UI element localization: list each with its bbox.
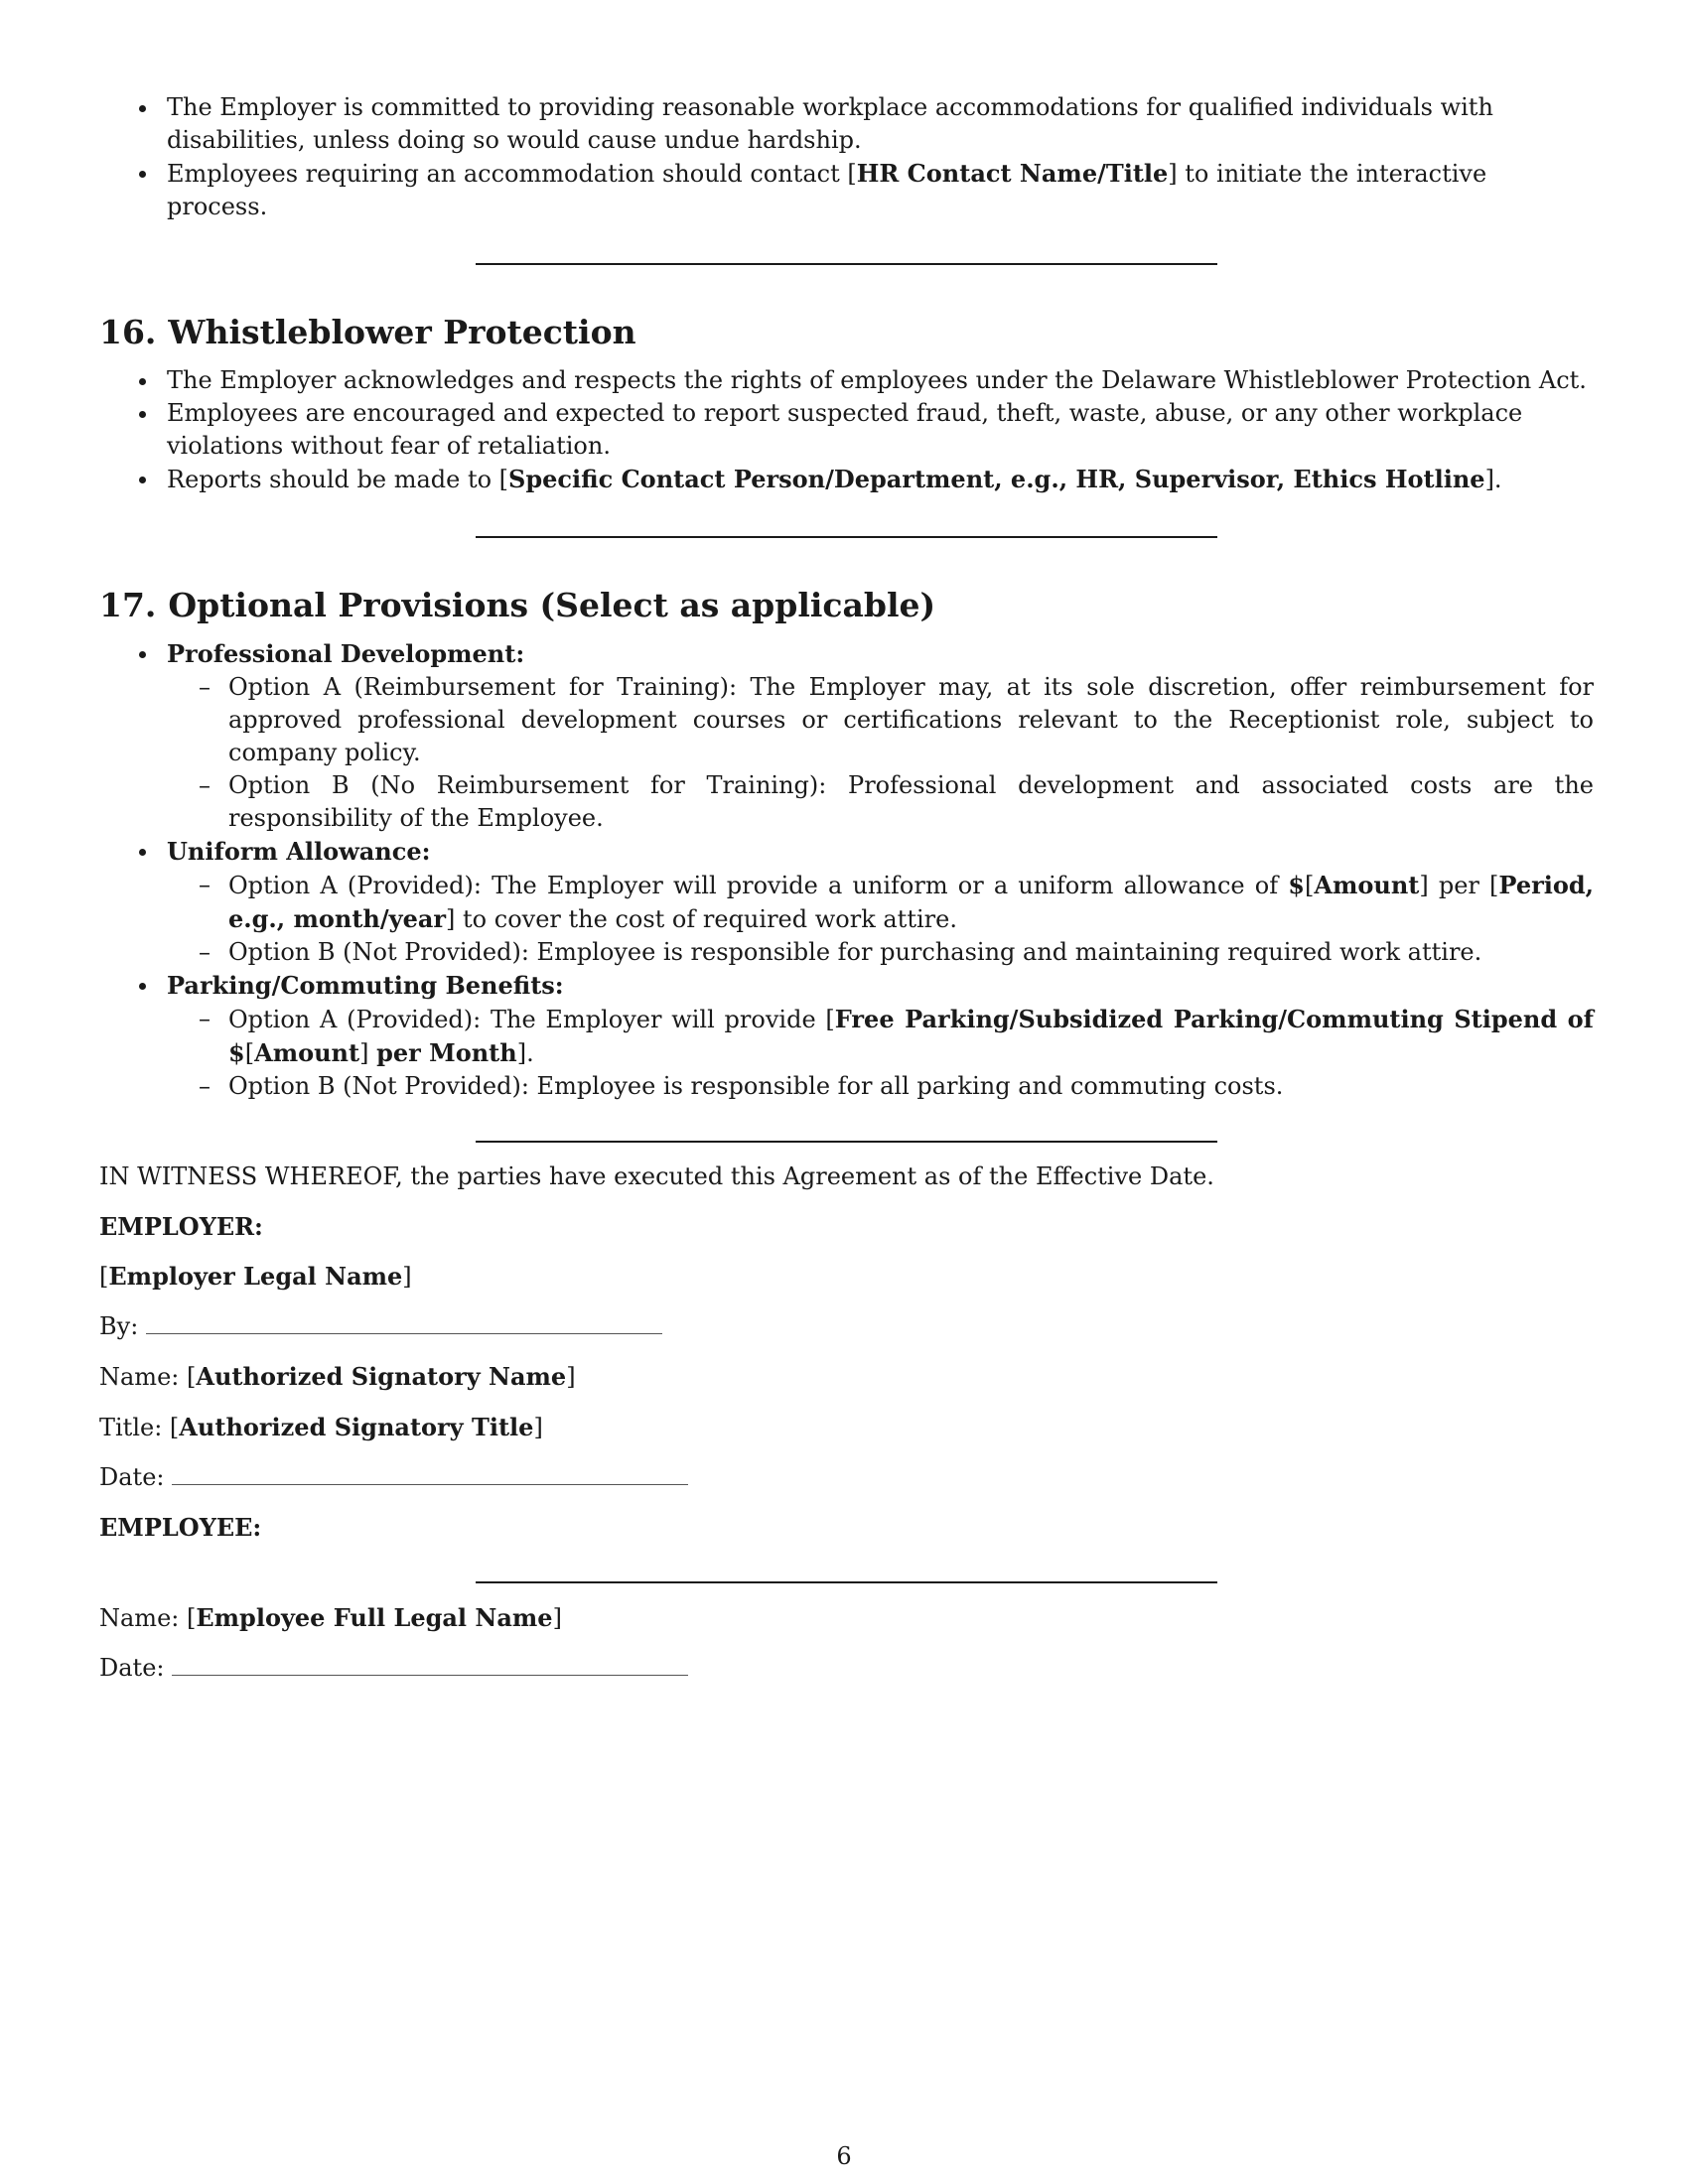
section-17-list — [99, 637, 1594, 1103]
list-item: Employees are encouraged and expected to report suspected fraud, theft, waste, abuse, or any other workplace violations without fear of retaliation. — [99, 397, 1594, 463]
section-16-list — [99, 364, 1594, 496]
employee-date-line: Date: — [99, 1652, 1594, 1685]
option-item: – Option A (Reimbursement for Training): The Employer may, at its sole discretion, offer reimbursement for approved professional development courses or certifications relevant to the Receptionist role, subject to company policy. — [167, 671, 1594, 769]
employee-heading: EMPLOYEE: — [99, 1513, 262, 1542]
list-item — [99, 835, 1594, 969]
parking-commuting-label: Parking/Commuting Benefits: — [167, 971, 564, 1000]
uniform-allowance-label: Uniform Allowance: — [167, 837, 431, 866]
date-line[interactable] — [172, 1464, 688, 1485]
option-item: – Option B (Not Provided): Employee is responsible for all parking and commuting costs. — [167, 1070, 1594, 1103]
employer-date-line: Date: — [99, 1461, 1594, 1494]
employee-name: Name: [Employee Full Legal Name] — [99, 1603, 562, 1632]
placeholder-report-contact: Specific Contact Person/Department, e.g., HR, Supervisor, Ethics Hotline — [508, 465, 1485, 493]
list-item: The Employer acknowledges and respects the rights of employees under the Delaware Whistleblower Protection Act. — [99, 364, 1594, 397]
professional-development-label: Professional Development: — [167, 639, 525, 668]
list-item — [99, 969, 1594, 1103]
signatory-name: Name: [Authorized Signatory Name] — [99, 1362, 576, 1391]
uniform-allowance-options — [167, 869, 1594, 969]
signatory-title: Title: [Authorized Signatory Title] — [99, 1413, 543, 1441]
signature-block — [99, 1160, 1594, 1685]
signature-line[interactable] — [146, 1313, 662, 1334]
option-item: – Option B (No Reimbursement for Training): Professional development and associated costs are the responsibility of the Employee. — [167, 769, 1594, 835]
professional-development-options — [167, 671, 1594, 835]
list-item: Employees requiring an accommodation should contact [HR Contact Name/Title] to initiate the interactive process. — [99, 157, 1594, 223]
option-item: – Option A (Provided): The Employer will provide [Free Parking/Subsidized Parking/Commuting Stipend of $[Amount] per Month]. — [167, 1003, 1594, 1070]
date-line[interactable] — [172, 1655, 688, 1676]
option-item: – Option B (Not Provided): Employee is responsible for purchasing and maintaining required work attire. — [167, 936, 1594, 969]
employer-by-line: By: — [99, 1310, 1594, 1343]
section-16-heading: 16. Whistleblower Protection — [99, 313, 636, 351]
section-17-heading: 17. Optional Provisions (Select as applicable) — [99, 586, 936, 624]
option-item: – Option A (Provided): The Employer will provide a uniform or a uniform allowance of $[Amount] per [Period, e.g., month/year] to cover the cost of required work attire. — [167, 869, 1594, 936]
page-number: 6 — [836, 2142, 852, 2170]
employer-name: [Employer Legal Name] — [99, 1262, 412, 1291]
parking-commuting-options — [167, 1003, 1594, 1103]
witness-statement: IN WITNESS WHEREOF, the parties have executed this Agreement as of the Effective Date. — [99, 1162, 1214, 1190]
placeholder-hr-contact: HR Contact Name/Title — [856, 159, 1169, 188]
section-15-tail-list — [99, 91, 1594, 223]
list-item — [99, 637, 1594, 835]
document-page — [99, 91, 1594, 1685]
list-item: Reports should be made to [Specific Contact Person/Department, e.g., HR, Supervisor, Ethics Hotline]. — [99, 463, 1594, 496]
list-item: The Employer is committed to providing reasonable workplace accommodations for qualified individuals with disabilities, unless doing so would cause undue hardship. — [99, 91, 1594, 157]
employer-heading: EMPLOYER: — [99, 1212, 263, 1241]
